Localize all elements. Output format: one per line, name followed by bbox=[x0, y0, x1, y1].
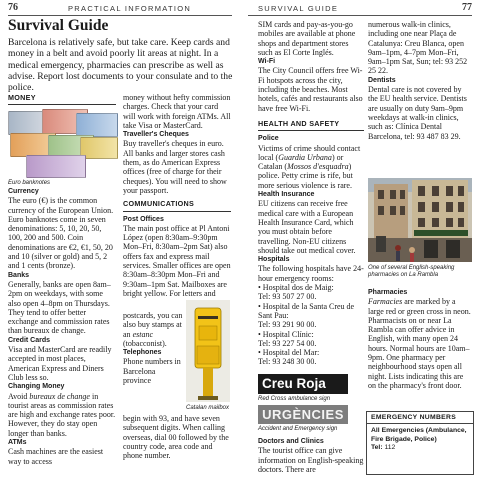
banknotes-caption: Euro banknotes bbox=[8, 180, 51, 186]
hospital-line: • Hospital dos de Maig: bbox=[258, 283, 334, 293]
euro-banknotes-image bbox=[8, 109, 116, 177]
intro-paragraph: Barcelona is relatively safe, but take care. Keep cards and money in a belt and avoid poorly lit areas at night. In a medical emergency, pharmacies can prescribe as well as advise. Report lost documents to your consulate and to the police. bbox=[8, 37, 233, 94]
changing-money-heading: Changing Money bbox=[8, 383, 65, 391]
atms-heading: ATMs bbox=[8, 439, 27, 447]
right-running-header bbox=[248, 3, 472, 15]
currency-text: The euro (€) is the common currency of the European Union. Euro banknotes come in seven denominations: 5, 10, 20, 50, 100, 200 and 500. Coin denominations are €2, €1, 50, 20 and 10 (silver or gold) and 5, 2 and 1 cents (bronze). bbox=[8, 196, 114, 271]
communications-heading: COMMUNICATIONS bbox=[123, 199, 231, 211]
pharmacies-heading: Pharmacies bbox=[368, 289, 408, 296]
banks-text: Generally, banks are open 8am–2pm on weekdays, with some also open 4–8pm on Thursdays. They tend to offer better exchange and commission rates than bureaux de change. bbox=[8, 279, 111, 336]
mailbox-caption: Catalan mailbox bbox=[186, 405, 230, 411]
emergency-numbers-box bbox=[366, 411, 474, 475]
banks-heading: Banks bbox=[8, 271, 30, 279]
walk-in-clinics-text: numerous walk-in clinics, including one near Plaça de Catalunya: Creu Blanca, open 9am–1pm, 4–7pm Mon–Fri, 9am–1pm Sat, Sun; tel: 93 252 25 22. bbox=[368, 20, 468, 76]
hospital-line: Tel: 93 227 54 00. bbox=[258, 338, 317, 348]
hospital-line: • Hospital de la Santa Creu de Sant Pau: bbox=[258, 301, 355, 320]
hospitals-text: The following hospitals have 24-hour emergency rooms: bbox=[258, 264, 364, 283]
column-2 bbox=[123, 93, 231, 298]
post-offices-text: The main post office at Pl Antoni López (open 8:30am–9:30pm Mon–Fri, 8:30am–2pm Sat) also offers fax and express mail services. Smaller offices are open 8:30am–8:30pm Mon–Fri and 9:30am–1pm Sat. Mailboxes are bright yellow. For letters and bbox=[123, 223, 231, 298]
creu-roja-sign: Creu Roja bbox=[258, 374, 348, 394]
sim-cards-text: SIM cards and pay-as-you-go mobiles are available at phone shops and department stores such as El Corte Inglés. bbox=[258, 20, 356, 57]
catalan-mailbox-image bbox=[186, 300, 230, 402]
credit-cards-heading: Credit Cards bbox=[8, 336, 51, 344]
post-offices-text-continued: postcards, you can also buy stamps at an estanc (tobacconist). bbox=[123, 311, 183, 348]
hospital-line: • Hospital Clínic: bbox=[258, 329, 314, 339]
telephones-text-narrow: Phone numbers in Barcelona province bbox=[123, 357, 181, 386]
health-insurance-text: EU citizens can receive free medical care with a European Health Insurance Card, which you must obtain before travelling. Non-EU citizens should take out medical cover. bbox=[258, 199, 356, 255]
police-heading: Police bbox=[258, 135, 279, 143]
column-1-text bbox=[8, 180, 116, 466]
left-header-rule bbox=[8, 15, 232, 16]
column-2-bottom bbox=[123, 414, 231, 460]
all-emergencies-label: All Emergencies (Ambulance, Fire Brigade, Police) bbox=[371, 427, 467, 443]
left-running-header bbox=[8, 3, 232, 15]
column-3-bottom bbox=[258, 437, 364, 474]
column-4-pharmacies bbox=[368, 288, 472, 390]
column-4 bbox=[368, 20, 472, 141]
doctors-clinics-text: The tourist office can give information on English-speaking doctors. There are bbox=[258, 446, 364, 474]
travellers-cheques-text: Buy traveller's cheques in euro. All banks and larger stores cash them, as do American Express offices (free of charge for their cheques). You will need to show your passport. bbox=[123, 139, 227, 195]
right-header-rule bbox=[248, 15, 472, 16]
pharmacy-photo-caption: One of several English-speaking pharmacies on La Rambla bbox=[368, 265, 455, 278]
health-safety-heading: HEALTH AND SAFETY bbox=[258, 119, 364, 131]
column-1 bbox=[8, 93, 116, 108]
hospital-line: • Hospital del Mar: bbox=[258, 348, 320, 358]
emergency-telephone: Tel: 112 bbox=[371, 444, 396, 451]
pharmacy-building-illustration bbox=[368, 178, 472, 262]
banknote-20 bbox=[76, 113, 118, 137]
hospital-line: Tel: 93 291 90 00. bbox=[258, 320, 317, 330]
currency-heading: Currency bbox=[8, 188, 39, 195]
pharmacy-photo bbox=[368, 178, 472, 262]
mailbox-illustration bbox=[186, 300, 230, 402]
column-3 bbox=[258, 20, 364, 367]
pharmacies-text: Farmacies are marked by a large red or green cross in neon. Pharmacists on or near La Rambla can offer advice in English, with many open 24 hours. Normal hours are 10am–9pm. One pharmacy per neighbourhood stays open all night. Lists indicating this are on the pharmacy's front door. bbox=[368, 297, 471, 390]
hospital-line: Tel: 93 507 27 00. bbox=[258, 292, 317, 302]
health-insurance-heading: Health Insurance bbox=[258, 191, 315, 199]
column-2-narrow bbox=[123, 311, 183, 385]
banknote-500 bbox=[26, 155, 86, 178]
left-page-number: 76 bbox=[8, 2, 18, 13]
creu-roja-caption: Red Cross ambulance sign bbox=[258, 396, 331, 402]
hospitals-heading: Hospitals bbox=[258, 256, 290, 264]
telephones-heading: Telephones bbox=[123, 349, 162, 357]
page-title: Survival Guide bbox=[8, 17, 109, 34]
atms-text: Cash machines are the easiest way to access bbox=[8, 447, 104, 466]
doctors-clinics-heading: Doctors and Clinics bbox=[258, 438, 324, 445]
urgencies-sign: URGÈNCIES bbox=[258, 405, 348, 424]
dentists-text: Dental care is not covered by the EU health service. Dentists are usually on duty 9am–9pm weekdays at walk-in clinics, such as: Clínica Dental Barcelona, tel: 93 487 83 29. bbox=[368, 85, 467, 141]
travellers-cheques-heading: Traveller's Cheques bbox=[123, 131, 189, 139]
emergency-numbers-heading: EMERGENCY NUMBERS bbox=[367, 412, 473, 424]
police-text: Victims of crime should contact local (Guardia Urbana) or Catalan (Mossos d'esquadra) police. Petty crime is rife, but more serious violence is rare. bbox=[258, 143, 361, 190]
hospital-line: Tel: 93 248 30 00. bbox=[258, 357, 317, 367]
left-section-title: PRACTICAL INFORMATION bbox=[68, 4, 192, 13]
urgencies-caption: Accident and Emergency sign bbox=[258, 426, 338, 432]
money-heading: MONEY bbox=[8, 93, 116, 105]
post-offices-heading: Post Offices bbox=[123, 215, 164, 223]
credit-cards-text: Visa and MasterCard are readily accepted in most places, American Express and Diners Club less so. bbox=[8, 345, 112, 382]
right-page-number: 77 bbox=[462, 2, 472, 13]
telephones-text: begin with 93, and have seven subsequent digits. When calling overseas, dial 00 followed by the country code, area code and phone number. bbox=[123, 414, 229, 461]
wifi-text: The City Council offers free Wi-Fi hotspots across the city, including the beaches. Most hotels, cafés and restaurants also have free Wi-Fi. bbox=[258, 66, 363, 113]
dentists-heading: Dentists bbox=[368, 76, 396, 84]
changing-money-text: Avoid bureaux de change in tourist areas as commission rates are high and exchange rates poor. However, they do stay open longer than banks. bbox=[8, 391, 116, 438]
wifi-heading: Wi-Fi bbox=[258, 58, 276, 66]
money-continued-text: money without hefty commission charges. Check that your card will work with foreign ATMs. All take Visa or MasterCard. bbox=[123, 93, 231, 130]
right-section-title: SURVIVAL GUIDE bbox=[258, 4, 339, 13]
